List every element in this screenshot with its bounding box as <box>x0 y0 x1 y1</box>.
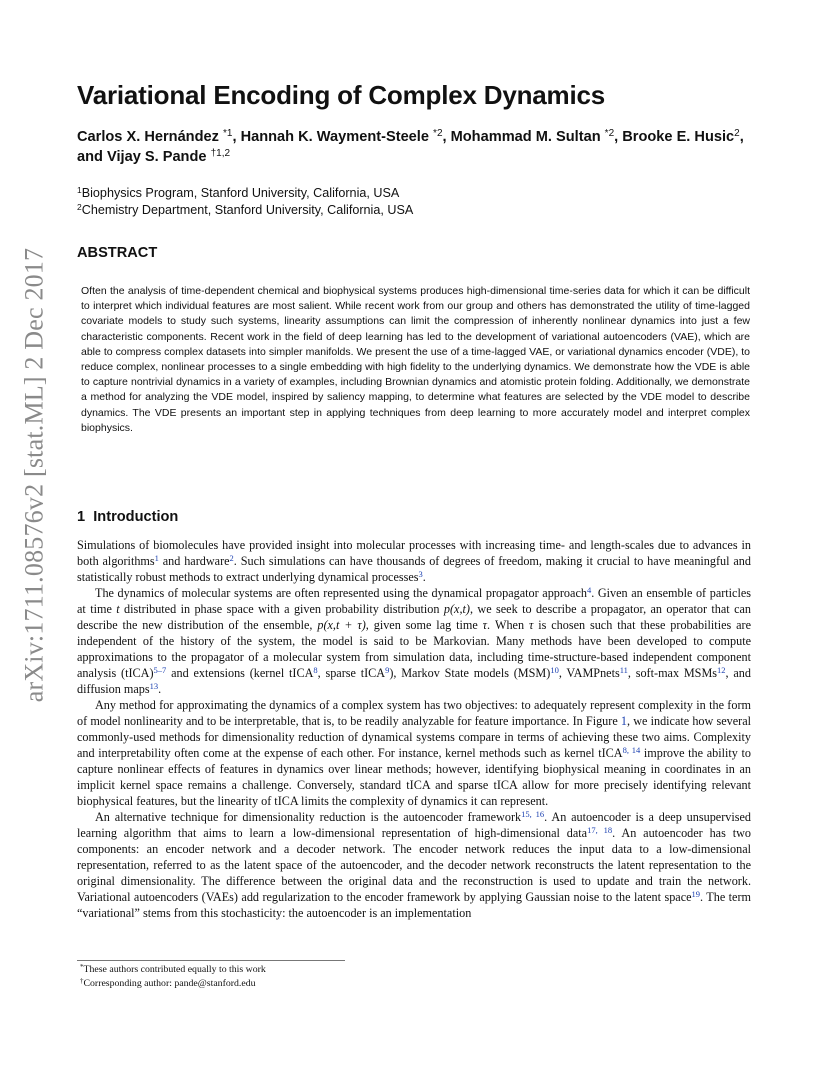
author-name: Mohammad M. Sultan <box>450 129 601 145</box>
text-run: . <box>422 570 426 584</box>
math-var: t <box>116 602 120 616</box>
affiliation <box>77 185 413 202</box>
author-mark: 2 <box>734 128 740 139</box>
footnote-text: These authors contributed equally to this work <box>83 964 266 975</box>
paragraph <box>77 809 751 921</box>
author-name: Brooke E. Husic <box>622 129 735 145</box>
footnote-divider <box>77 960 345 961</box>
text-run: . An autoencoder is a deep unsupervised learning algorithm that aims to learn a low-dimensional representation of high-dimensional data <box>77 810 751 840</box>
text-run: improve the ability to capture nonlinear effects of features in dynamics over linear methods; however, identifying biophysical meaning in coordinates in an implicit kernel space remains a challenge. Conversely, standard tICA and sparse tICA allow for more precisely identifying relevant biophysical features, but the linearity of tICA limits the complexity of dynamics it can represent. <box>77 746 751 808</box>
text-run: , and diffusion maps <box>77 666 751 696</box>
abstract-heading: ABSTRACT <box>77 245 158 261</box>
text-run: . Given an ensemble of particles at time <box>77 586 752 616</box>
citation-link[interactable]: 5–7 <box>153 665 167 675</box>
section-heading-introduction <box>77 509 178 525</box>
section-number: 1 <box>77 509 86 525</box>
math-expr: p(x,t + τ) <box>317 618 366 632</box>
author-name: Vijay S. Pande <box>107 149 207 165</box>
citation-link[interactable]: 12 <box>717 665 726 675</box>
text-run: An alternative technique for dimensionality reduction is the autoencoder framework <box>95 810 522 824</box>
citation-link[interactable]: 8, 14 <box>622 745 641 755</box>
citation-link[interactable]: 3 <box>418 569 423 579</box>
affiliation-list <box>77 185 413 219</box>
text-run: . An autoencoder has two components: an encoder network and a decoder network. The encoder network reduces the input data to a low-dimensional representation, referred to as the latent space of the autoencoder, and the decoder network reconstructs the latent representation to the original dimensionality. The difference between the original data and the reconstruction is used to update and train the network. Variational autoencoders (VAEs) add regularization to the encoder framework by applying Gaussian noise to the latent space <box>77 826 751 904</box>
section-title: Introduction <box>93 509 179 525</box>
citation-link[interactable]: 15, 16 <box>521 809 545 819</box>
text-run: . When <box>487 618 529 632</box>
arxiv-identifier-text: arXiv:1711.08576v2 [stat.ML] 2 Dec 2017 <box>19 247 49 703</box>
affiliation-number: 2 <box>77 202 82 212</box>
text-run: , VAMPnets <box>558 666 620 680</box>
citation-link[interactable]: 8 <box>313 665 318 675</box>
affiliation <box>77 202 413 219</box>
author-mark: *2 <box>604 128 615 139</box>
text-run: and extensions (kernel tICA <box>166 666 314 680</box>
text-run: . The term “variational” stems from this stochasticity: the autoencoder is an implementation <box>77 890 751 920</box>
text-run: , we seek to describe a propagator, an operator that can describe the new distribution of the ensemble, <box>77 602 751 632</box>
citation-link[interactable]: 17, 18 <box>587 825 613 835</box>
arxiv-identifier-stamp <box>14 247 54 703</box>
math-expr: p(x,t) <box>443 602 470 616</box>
author-mark: *2 <box>433 128 443 139</box>
footnote <box>80 977 266 991</box>
footnote <box>80 963 266 977</box>
author-mark: †1,2 <box>210 148 231 159</box>
citation-link[interactable]: 13 <box>149 681 159 691</box>
footnote-text: Corresponding author: pande@stanford.edu <box>83 978 256 989</box>
footnote-mark: † <box>80 977 84 985</box>
citation-link[interactable]: 4 <box>586 585 592 595</box>
citation-link[interactable]: 11 <box>619 665 628 675</box>
text-run: , given some lag time <box>365 618 483 632</box>
author-name: Hannah K. Wayment-Steele <box>240 129 429 145</box>
author-list: Carlos X. Hernández $^{*1}$, Hannah K. Wayment-Steele $^{*2}$, Mohammad M. Sultan $^{*2}$, Brooke E. Husic$^2$, and Vijay S. Pande $^{\dagger 1,2}$ <box>77 128 744 165</box>
citation-link[interactable]: 1 <box>154 553 159 563</box>
paragraph <box>77 585 751 697</box>
affiliation-number: 1 <box>77 185 82 195</box>
text-run: The dynamics of molecular systems are often represented using the dynamical propagator approach <box>95 586 587 600</box>
math-var: τ <box>528 618 534 632</box>
text-run: Simulations of biomolecules have provided insight into molecular processes with increasing time- and length-scales due to advances in both algorithms <box>77 538 751 568</box>
text-run: . Such simulations can have thousands of degrees of freedom, making it crucial to have meaningful and statistically robust methods to extract underlying dynamical processes <box>77 554 751 584</box>
text-run: , we indicate how several commonly-used methods for dimensionality reduction of dynamical systems compare in terms of achieving these two aims. Complexity and interpretability often come at the expense of each other. For instance, kernel methods such as kernel tICA <box>77 714 751 760</box>
math-var: τ <box>482 618 488 632</box>
author-mark: *1 <box>223 128 233 139</box>
paragraph <box>77 537 751 585</box>
text-run: is chosen such that these probabilities are independent of the history of the system, the model is said to be Markovian. Many methods have been developed to compute approximations to the propagator of a molecular system from simulation data, including time-structure-based independent component analysis (tICA) <box>77 618 751 680</box>
text-run: and hardware <box>158 554 230 568</box>
figure-link[interactable]: 1 <box>620 714 627 728</box>
citation-link[interactable]: 19 <box>691 889 701 899</box>
paragraph <box>77 697 751 809</box>
footnotes <box>80 963 266 991</box>
text-run: distributed in phase space with a given probability distribution <box>119 602 444 616</box>
affiliation-text: Chemistry Department, Stanford University, California, USA <box>81 203 414 217</box>
citation-link[interactable]: 10 <box>550 665 559 675</box>
introduction-body <box>77 537 751 921</box>
citation-link[interactable]: 2 <box>229 553 234 563</box>
text-run: ), Markov State models (MSM) <box>389 666 551 680</box>
text-run: , sparse tICA <box>317 666 386 680</box>
text-run: Any method for approximating the dynamics of a complex system has two objectives: to adequately represent complexity in the form of model nonlinearity and to be interpretable, that is, to be readily analyzable for feature importance. In Figure <box>77 698 751 728</box>
footnote-mark: * <box>80 963 84 971</box>
affiliation-text: Biophysics Program, Stanford University, California, USA <box>81 186 400 200</box>
paper-title: Variational Encoding of Complex Dynamics <box>77 80 606 110</box>
text-run: . <box>158 682 162 696</box>
abstract-text: Often the analysis of time-dependent chemical and biophysical systems produces high-dimensional time-series data for which it can be difficult to interpret which individual features are most salient. While recent work from our group and others has demonstrated the utility of time-lagged covariate models to study such systems, linearity assumptions can limit the compression of inherently nonlinear dynamics into just a few characteristic components. Recent work in the field of deep learning has led to the development of variational autoencoders (VAE), which are able to compress complex datasets into simpler manifolds. We present the use of a time-lagged VAE, or variational dynamics encoder (VDE), to reduce complex, nonlinear processes to a single embedding with high fidelity to the underlying dynamics. We demonstrate how the VDE is able to capture nontrivial dynamics in a variety of examples, including Brownian dynamics and atomistic protein folding. Additionally, we demonstrate a method for analyzing the VDE model, inspired by saliency mapping, to determine what features are selected by the VDE model to describe dynamics. The VDE presents an important step in applying techniques from deep learning to more accurately model and interpret complex biophysics. <box>81 285 750 434</box>
citation-link[interactable]: 9 <box>385 665 390 675</box>
text-run: , soft-max MSMs <box>627 666 718 680</box>
author-name: Carlos X. Hernández <box>77 129 219 145</box>
